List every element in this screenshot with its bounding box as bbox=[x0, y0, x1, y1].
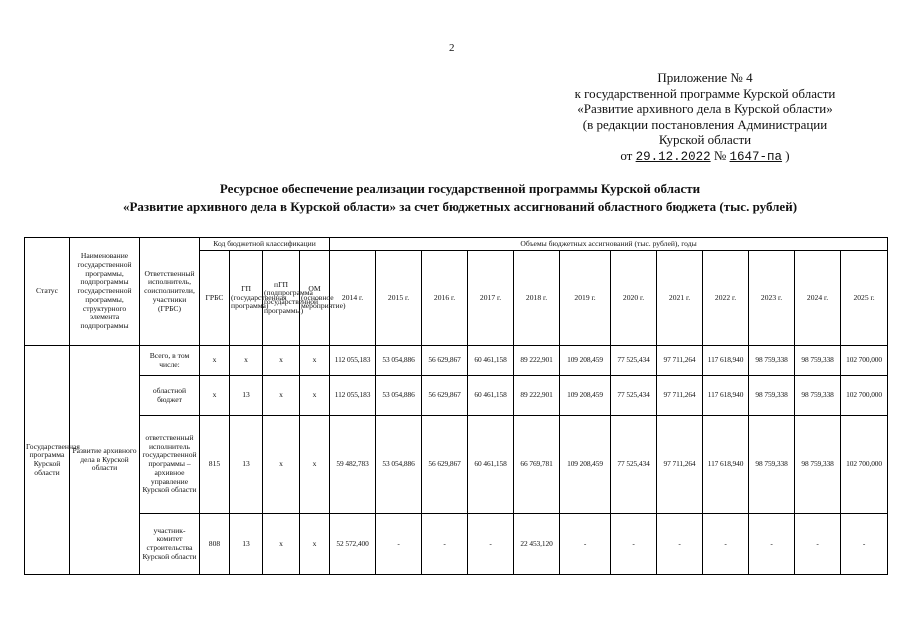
header-responsible: Ответственный исполнитель, соисполнители, участники (ГРБС) bbox=[140, 238, 200, 346]
header-year: 2024 г. bbox=[795, 251, 841, 346]
pgp-cell: х bbox=[263, 346, 300, 376]
value-cell: 97 711,264 bbox=[657, 346, 703, 376]
appendix-block bbox=[540, 70, 870, 165]
header-code-group: Код бюджетной классификации bbox=[200, 238, 330, 251]
value-cell: - bbox=[703, 514, 749, 575]
grbs-cell: 815 bbox=[200, 416, 230, 514]
pgp-cell: х bbox=[263, 416, 300, 514]
table-row bbox=[25, 376, 888, 416]
close-paren: ) bbox=[785, 147, 790, 163]
om-cell: х bbox=[300, 514, 330, 575]
value-cell: 117 618,940 bbox=[703, 346, 749, 376]
value-cell: 56 629,867 bbox=[422, 416, 468, 514]
header-year: 2015 г. bbox=[376, 251, 422, 346]
value-cell: 98 759,338 bbox=[749, 376, 795, 416]
value-cell: 59 482,783 bbox=[330, 416, 376, 514]
value-cell: 56 629,867 bbox=[422, 346, 468, 376]
header-year: 2023 г. bbox=[749, 251, 795, 346]
decree-date: 29.12.2022 bbox=[635, 149, 711, 164]
value-cell: 102 700,000 bbox=[841, 416, 888, 514]
value-cell: 97 711,264 bbox=[657, 416, 703, 514]
resource-table bbox=[24, 237, 888, 575]
value-cell: - bbox=[560, 514, 611, 575]
header-year: 2017 г. bbox=[468, 251, 514, 346]
header-year: 2025 г. bbox=[841, 251, 888, 346]
value-cell: 117 618,940 bbox=[703, 416, 749, 514]
value-cell: 109 208,459 bbox=[560, 416, 611, 514]
om-cell: х bbox=[300, 376, 330, 416]
header-year: 2018 г. bbox=[514, 251, 560, 346]
pgp-cell: х bbox=[263, 514, 300, 575]
page-number: 2 bbox=[449, 42, 455, 54]
document-title bbox=[30, 180, 890, 216]
grbs-cell: 808 bbox=[200, 514, 230, 575]
value-cell: 98 759,338 bbox=[795, 416, 841, 514]
table-row bbox=[25, 346, 888, 376]
number-prefix: № bbox=[713, 147, 727, 163]
value-cell: - bbox=[611, 514, 657, 575]
program-name-cell: Развитие архивного дела в Курской области bbox=[70, 346, 140, 575]
value-cell: 77 525,434 bbox=[611, 376, 657, 416]
header-status: Статус bbox=[25, 238, 70, 346]
appendix-line: (в редакции постановления Администрации bbox=[582, 116, 828, 132]
value-cell: 112 055,183 bbox=[330, 376, 376, 416]
grbs-cell: х bbox=[200, 346, 230, 376]
value-cell: - bbox=[468, 514, 514, 575]
value-cell: 112 055,183 bbox=[330, 346, 376, 376]
header-year: 2020 г. bbox=[611, 251, 657, 346]
value-cell: 22 453,120 bbox=[514, 514, 560, 575]
appendix-line: к государственной программе Курской области bbox=[574, 85, 836, 101]
value-cell: 98 759,338 bbox=[749, 416, 795, 514]
header-name: Наименование государственной программы, подпрограммы государственной программы, структурного элемента подпрограммы bbox=[70, 238, 140, 346]
grbs-cell: х bbox=[200, 376, 230, 416]
header-year: 2016 г. bbox=[422, 251, 468, 346]
value-cell: 98 759,338 bbox=[795, 346, 841, 376]
header-year: 2021 г. bbox=[657, 251, 703, 346]
responsible-cell: участник-комитет строительства Курской области bbox=[140, 514, 200, 575]
value-cell: 53 054,886 bbox=[376, 416, 422, 514]
value-cell: 97 711,264 bbox=[657, 376, 703, 416]
value-cell: 53 054,886 bbox=[376, 376, 422, 416]
appendix-line: Курской области bbox=[658, 132, 752, 147]
header-year: 2019 г. bbox=[560, 251, 611, 346]
value-cell: - bbox=[422, 514, 468, 575]
title-line-2: «Развитие архивного дела в Курской области» за счет бюджетных ассигнований областного бюджета (тыс. рублей) bbox=[122, 199, 798, 214]
responsible-cell: Всего, в том числе: bbox=[140, 346, 200, 376]
value-cell: 52 572,400 bbox=[330, 514, 376, 575]
value-cell: 60 461,158 bbox=[468, 416, 514, 514]
status-cell: Государственная программа Курской области bbox=[25, 346, 70, 575]
value-cell: 53 054,886 bbox=[376, 346, 422, 376]
header-grbs: ГРБС bbox=[200, 251, 230, 346]
om-cell: х bbox=[300, 416, 330, 514]
appendix-line: Приложение № 4 bbox=[657, 70, 753, 85]
value-cell: - bbox=[749, 514, 795, 575]
decree-number: 1647-па bbox=[729, 149, 783, 164]
value-cell: 102 700,000 bbox=[841, 346, 888, 376]
responsible-cell: ответственный исполнитель государственной программы – архивное управление Курской области bbox=[140, 416, 200, 514]
value-cell: 60 461,158 bbox=[468, 346, 514, 376]
value-cell: 109 208,459 bbox=[560, 346, 611, 376]
header-om: ОМ (основное мероприятие) bbox=[300, 251, 330, 346]
value-cell: - bbox=[841, 514, 888, 575]
value-cell: 109 208,459 bbox=[560, 376, 611, 416]
value-cell: 56 629,867 bbox=[422, 376, 468, 416]
table-row bbox=[25, 514, 888, 575]
table-row bbox=[25, 416, 888, 514]
value-cell: 66 769,781 bbox=[514, 416, 560, 514]
header-gp: ГП (государственная программа) bbox=[230, 251, 263, 346]
gp-cell: 13 bbox=[230, 376, 263, 416]
value-cell: 117 618,940 bbox=[703, 376, 749, 416]
header-volume-group: Объемы бюджетных ассигнований (тыс. рублей), годы bbox=[330, 238, 888, 251]
appendix-line: «Развитие архивного дела в Курской области» bbox=[577, 101, 833, 116]
value-cell: - bbox=[795, 514, 841, 575]
date-prefix: от bbox=[620, 147, 633, 163]
header-pgp: пГП (подпрограмма государственной программы) bbox=[263, 251, 300, 346]
value-cell: 89 222,901 bbox=[514, 376, 560, 416]
value-cell: 60 461,158 bbox=[468, 376, 514, 416]
value-cell: 102 700,000 bbox=[841, 376, 888, 416]
value-cell: 98 759,338 bbox=[795, 376, 841, 416]
gp-cell: 13 bbox=[230, 416, 263, 514]
value-cell: 77 525,434 bbox=[611, 346, 657, 376]
om-cell: х bbox=[300, 346, 330, 376]
title-line-1: Ресурсное обеспечение реализации государственной программы Курской области bbox=[219, 181, 701, 196]
value-cell: 98 759,338 bbox=[749, 346, 795, 376]
gp-cell: х bbox=[230, 346, 263, 376]
gp-cell: 13 bbox=[230, 514, 263, 575]
header-row-1 bbox=[25, 238, 888, 251]
header-year: 2014 г. bbox=[330, 251, 376, 346]
value-cell: - bbox=[657, 514, 703, 575]
appendix-date-line bbox=[540, 148, 870, 166]
value-cell: - bbox=[376, 514, 422, 575]
value-cell: 89 222,901 bbox=[514, 346, 560, 376]
responsible-cell: областной бюджет bbox=[140, 376, 200, 416]
header-year: 2022 г. bbox=[703, 251, 749, 346]
pgp-cell: х bbox=[263, 376, 300, 416]
value-cell: 77 525,434 bbox=[611, 416, 657, 514]
